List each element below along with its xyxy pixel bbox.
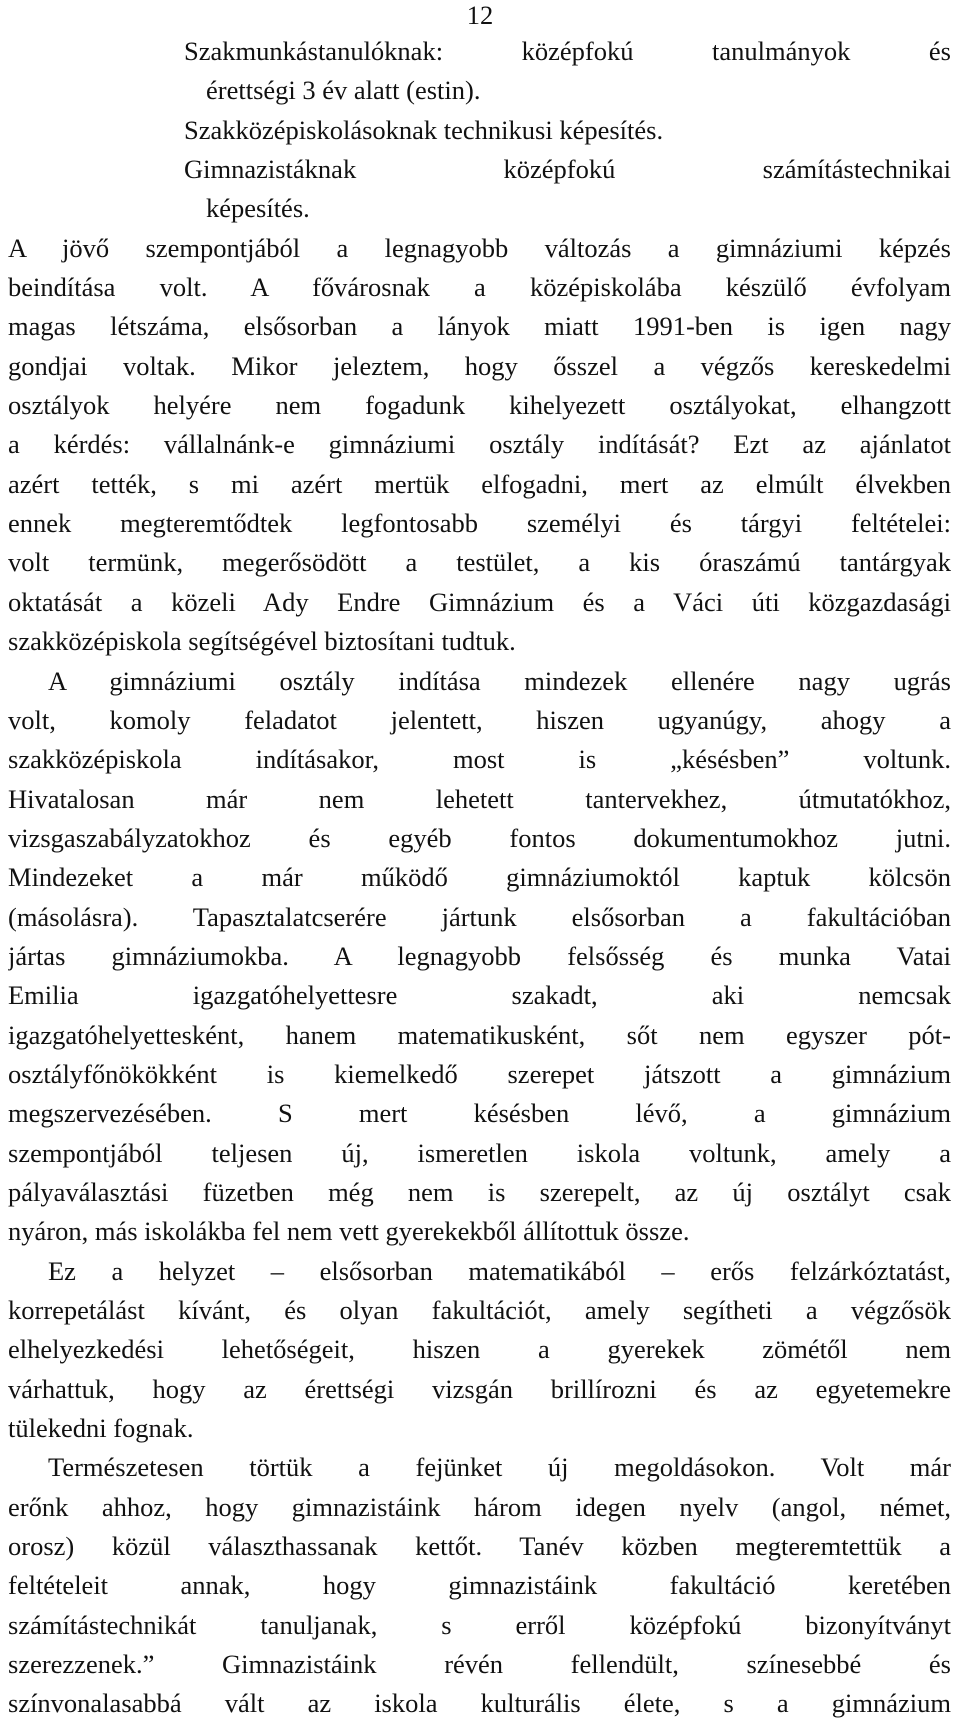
- text-line: megszervezésében. S mert késésben lévő, a gimnázium: [8, 1098, 951, 1129]
- text-line: (másolásra). Tapasztalatcserére jártunk elsősorban a fakultációban: [8, 901, 951, 932]
- text-line: osztályok helyére nem fogadunk kihelyezett osztályokat, elhangzott: [8, 390, 951, 421]
- text-line: vizsgaszabályzatokhoz és egyéb fontos dokumentumokhoz jutni.: [8, 822, 951, 853]
- text-line: oktatását a közeli Ady Endre Gimnázium és a Váci úti közgazdasági: [8, 586, 951, 617]
- text-line: Mindezeket a már működő gimnáziumoktól kaptuk kölcsön: [8, 862, 951, 893]
- text-line: magas létszáma, elsősorban a lányok miatt 1991-ben is igen nagy: [8, 311, 951, 342]
- text-line: a kérdés: vállalnánk-e gimnáziumi osztály indítását? Ezt az ajánlatot: [8, 429, 951, 460]
- text-line: színvonalasabbá vált az iskola kulturális élete, s a gimnázium: [8, 1688, 951, 1719]
- text-line: Szakközépiskolásoknak technikusi képesítés.: [184, 114, 664, 145]
- text-line: erőnk ahhoz, hogy gimnazistáink három idegen nyelv (angol, német,: [8, 1491, 951, 1522]
- text-line: Ez a helyzet – elsősorban matematikából – erős felzárkóztatást,: [48, 1255, 951, 1286]
- text-line: volt termünk, megerősödött a testület, a kis óraszámú tantárgyak: [8, 547, 951, 578]
- text-line: A gimnáziumi osztály indítása mindezek ellenére nagy ugrás: [48, 665, 951, 696]
- page-number: 12: [466, 0, 494, 30]
- text-line: orosz) közül választhassanak kettőt. Tanév közben megteremtettük a: [8, 1531, 951, 1562]
- text-line: beindítása volt. A fővárosnak a középiskolába készülő évfolyam: [8, 272, 951, 303]
- text-line: pályaválasztási füzetben még nem is szerepelt, az új osztályt csak: [8, 1176, 951, 1207]
- text-line: szempontjából teljesen új, ismeretlen iskola voltunk, amely a: [8, 1137, 951, 1168]
- text-line: szerezzenek.” Gimnazistáink révén fellendült, színesebbé és: [8, 1649, 951, 1680]
- text-line: elhelyezkedési lehetőségeit, hiszen a gyerekek zömétől nem: [8, 1334, 951, 1365]
- text-line: jártas gimnáziumokba. A legnagyobb felsősség és munka Vatai: [8, 940, 951, 971]
- text-line: feltételeit annak, hogy gimnazistáink fakultáció keretében: [8, 1570, 951, 1601]
- text-line: képesítés.: [206, 193, 310, 224]
- text-line: Hivatalosan már nem lehetett tantervekhez, útmutatókhoz,: [8, 783, 951, 814]
- text-line: szakközépiskola segítségével biztosítani tudtuk.: [8, 626, 516, 657]
- text-line: tülekedni fognak.: [8, 1413, 194, 1444]
- text-line: Szakmunkástanulóknak: középfokú tanulmányok és: [184, 36, 951, 66]
- text-line: ennek megteremtődtek legfontosabb személyi és tárgyi feltételei:: [8, 508, 951, 539]
- text-line: nyáron, más iskolákba fel nem vett gyerekekből állítottuk össze.: [8, 1216, 690, 1247]
- text-line: érettségi 3 év alatt (estin).: [206, 75, 481, 106]
- text-line: A jövő szempontjából a legnagyobb változás a gimnáziumi képzés: [8, 232, 951, 263]
- text-line: azért tették, s mi azért mertük elfogadni, mert az elmúlt élvekben: [8, 468, 951, 499]
- text-line: Gimnazistáknak középfokú számítástechnikai: [184, 154, 951, 185]
- text-line: igazgatóhelyettesként, hanem matematikusként, sőt nem egyszer pót-: [8, 1019, 951, 1050]
- page-content: [8, 0, 951, 1724]
- text-line: osztályfőnökökként is kiemelkedő szerepet játszott a gimnázium: [8, 1058, 951, 1089]
- text-line: várhattuk, hogy az érettségi vizsgán brillírozni és az egyetemekre: [8, 1373, 951, 1404]
- text-line: volt, komoly feladatot jelentett, hiszen ugyanúgy, ahogy a: [8, 704, 951, 735]
- text-line: szakközépiskola indításakor, most is „késésben” voltunk.: [8, 744, 951, 775]
- text-line: korrepetálást kívánt, és olyan fakultációt, amely segítheti a végzősök: [8, 1295, 951, 1325]
- text-line: számítástechnikát tanuljanak, s erről középfokú bizonyítványt: [8, 1609, 951, 1640]
- text-line: Természetesen törtük a fejünket új megoldásokon. Volt már: [48, 1452, 951, 1483]
- text-line: gondjai voltak. Mikor jeleztem, hogy ősszel a végzős kereskedelmi: [8, 350, 951, 381]
- text-line: Emilia igazgatóhelyettesre szakadt, aki nemcsak: [8, 980, 951, 1011]
